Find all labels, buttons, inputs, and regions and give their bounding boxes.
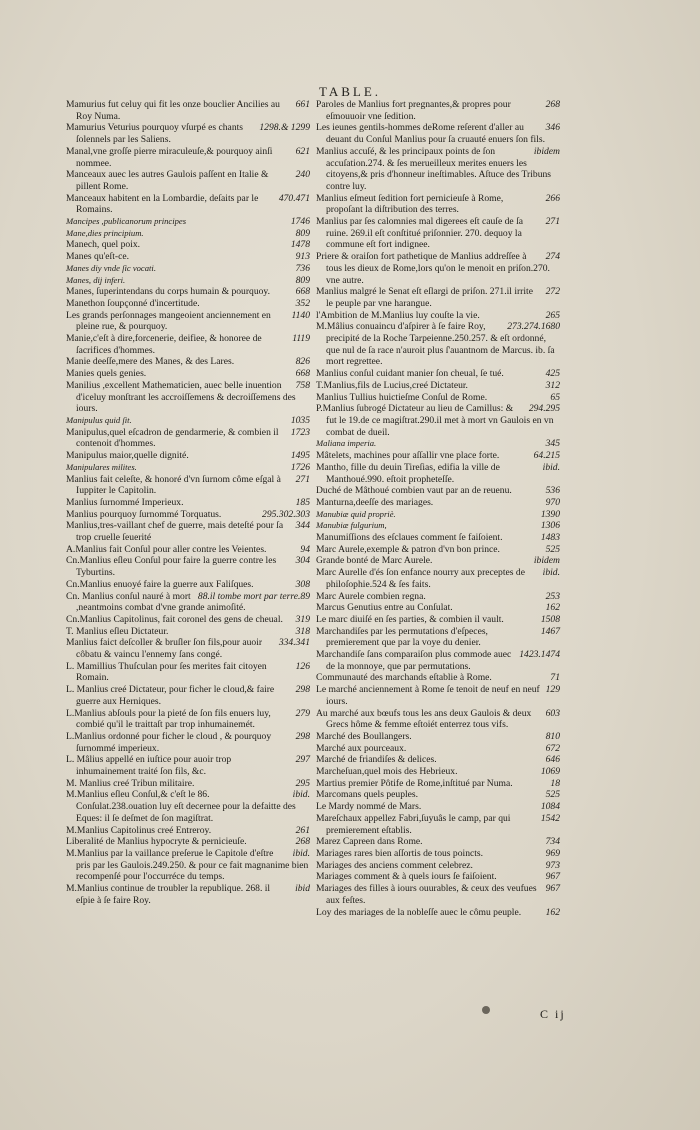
page-reference: 318: [295, 625, 310, 637]
entry-text: L.Manlius abſouls pour la pieté de ſon fils enuers luy, combié qu'il le traittaſt par trop inhumainemét.: [66, 707, 271, 731]
entry-text: Loy des mariages de la nobleſſe auec le cômu peuple.: [316, 906, 522, 918]
entry-text: Mamurius fut celuy qui fit les onze bouclier Ancilies au Roy Numa.: [66, 99, 280, 122]
page-reference: 668: [295, 286, 310, 298]
entry-text: Mariages comment & à quels iours ſe faiſoient.: [316, 871, 497, 883]
entry-text: Manes, dij inferi.: [66, 274, 126, 285]
entry-text: Manes qu'eſt-ce.: [66, 251, 129, 263]
entry-text: M.Manlius par la vaillance preſerue le Capitole d'eſtre pris par les Gaulois.249.250. & pour ce fait magnanime bien recompenſé pour l'occurréce du temps.: [66, 848, 309, 883]
index-entry: [66, 462, 310, 474]
entry-text: Manech, quel poix.: [66, 239, 141, 251]
index-entry: [316, 485, 560, 497]
index-entry: [316, 848, 560, 860]
index-entry: [66, 883, 310, 906]
page-reference: 272: [545, 286, 560, 298]
entry-text: Manlius malgré le Senat eſt eſlargi de priſon. 271.il irrite le peuple par vne harangue.: [316, 286, 533, 309]
page-reference: 345: [545, 438, 560, 450]
page-reference: ibidem: [533, 555, 560, 567]
entry-text: M.Manlius eſleu Conſul,& c'eſt le 86. Conſulat.238.ouation luy eſt decernee pour la defaitte des Eques: il ſe deſmet de ſon magiſtrat.: [66, 789, 296, 824]
page-reference: 967: [545, 871, 560, 883]
entry-text: L. Manlius creé Dictateur, pour ficher le cloud,& faire guerre aux Herniques.: [66, 684, 275, 707]
page-reference: 1035: [290, 414, 310, 426]
page-reference: 1723: [290, 426, 310, 438]
index-entry: [316, 462, 560, 485]
index-entry: [316, 871, 560, 883]
index-entry: [66, 848, 310, 883]
page-reference: 668: [295, 368, 310, 380]
page-reference: 273.274.1680: [507, 321, 560, 333]
index-column-right: [316, 99, 560, 918]
page-reference: 809: [295, 274, 310, 286]
entry-text: Marchandiſe ſans comparaiſon plus commode auec de la monnoye, que par permutations.: [316, 649, 512, 672]
page-reference: 64.215: [533, 450, 560, 462]
index-entry: [316, 778, 560, 790]
entry-text: Mariages rares bien aſſortis de tous poincts.: [316, 848, 484, 859]
signature-mark: C ij: [540, 1007, 566, 1021]
index-entry: [316, 789, 560, 801]
index-entry: [66, 836, 310, 848]
index-entry: [66, 626, 310, 638]
page-reference: 334.341: [278, 637, 310, 649]
entry-text: Manipulares milites.: [66, 461, 137, 472]
entry-text: Liberalité de Manlius hypocryte & pernicieuſe.: [66, 836, 247, 848]
entry-text: Manceaux habitent en la Lombardie, deſaits par le Romains.: [66, 192, 259, 216]
page-reference: 319: [295, 613, 310, 625]
index-entry: [316, 544, 560, 556]
page-reference: 1069: [540, 766, 560, 778]
page-reference: 344: [295, 520, 310, 532]
page-reference: 1467: [540, 625, 560, 637]
entry-text: Cn.Manlius Capitolinus, fait coronel des gens de cheual.: [66, 613, 283, 625]
page-reference: 1483: [540, 532, 560, 544]
entry-text: Marché des Boullangers.: [316, 730, 412, 742]
entry-text: Marchandiſes par les permutations d'eſpeces, premierement que par la voye du denier.: [316, 625, 488, 649]
index-entry: [66, 356, 310, 368]
page-reference: 261: [295, 824, 310, 836]
index-entry: [66, 579, 310, 591]
page-reference: 973: [545, 859, 560, 871]
index-entry: [66, 99, 310, 122]
index-column-left: [66, 99, 310, 907]
index-entry: [66, 380, 310, 415]
entry-text: Communauté des marchands eſtablie à Rome.: [316, 672, 492, 684]
entry-text: Manubiæ quid propriè.: [316, 508, 396, 519]
page-reference: 758: [295, 379, 310, 391]
index-entry: [316, 555, 560, 567]
entry-text: M. Manlius creé Tribun militaire.: [66, 777, 195, 789]
entry-text: Cn. Manlius conſul nauré à mort ,neantmoins combat d'vne grande animoſité.: [66, 590, 246, 614]
entry-text: Martius premier Pôtife de Rome,inſtitué par Numa.: [316, 777, 513, 789]
entry-text: Manethon ſoupçonné d'incertitude.: [66, 297, 200, 309]
entry-text: Duché de Mâthoué combien vaut par an de reuenu.: [316, 485, 512, 497]
entry-text: Manal,vne groſſe pierre miraculeuſe,& pourquoy ainſi nommee.: [66, 145, 273, 169]
index-entry: [316, 672, 560, 684]
entry-text: Marc Aurele,exemple & patron d'vn bon prince.: [316, 543, 500, 555]
entry-text: Marcus Genutius entre au Conſulat.: [316, 602, 453, 614]
page-reference: ibid: [295, 883, 310, 895]
page-reference: ibid.: [542, 567, 560, 579]
entry-text: Manumiſſions des eſclaues comment ſe faiſoient.: [316, 532, 503, 544]
page-reference: 970: [545, 496, 560, 508]
entry-text: L.Manlius ordonné pour ficher le cloud , & pourquoy ſurnommé imperieux.: [66, 730, 272, 754]
entry-text: L. Mamillius Thuſculan pour ſes merites fait citoyen Romain.: [66, 660, 267, 684]
page-reference: 268: [545, 99, 560, 110]
index-entry: [66, 251, 310, 263]
page-reference: 185: [295, 496, 310, 508]
page-reference: 736: [295, 262, 310, 274]
entry-text: Manes diy vnde ſic vocati.: [66, 262, 156, 273]
entry-text: Manturna,deeſſe des mariages.: [316, 496, 434, 508]
index-entry: [66, 228, 310, 240]
index-entry: [316, 122, 560, 145]
index-entry: [316, 392, 560, 404]
page-reference: 969: [545, 848, 560, 859]
page-reference: 279: [295, 707, 310, 719]
page-reference: 304: [295, 555, 310, 567]
index-entry: [316, 743, 560, 755]
page-reference: 271: [545, 216, 560, 228]
entry-text: Paroles de Manlius fort pregnantes,& propres pour eſmouuoir vne ſedition.: [316, 99, 511, 122]
page-reference: 826: [295, 356, 310, 368]
entry-text: Mâtelets, machines pour aſſallir vne place forte.: [316, 450, 500, 462]
entry-text: T. Manlius eſleu Dictateur.: [66, 625, 169, 637]
page-reference: 271: [295, 473, 310, 485]
entry-text: Le Mardy nommé de Mars.: [316, 801, 422, 813]
index-entry: [316, 883, 560, 906]
index-entry: [66, 789, 310, 824]
index-entry: [316, 813, 560, 836]
index-entry: [316, 438, 560, 450]
entry-text: Cn.Manlius enuoyé faire la guerre aux Faliſques.: [66, 578, 254, 590]
entry-text: Manlius conſul cuidant manier ſon cheual, ſe tué.: [316, 368, 504, 380]
index-entry: [66, 509, 310, 521]
page-reference: 352: [295, 297, 310, 309]
index-entry: [316, 368, 560, 380]
index-entry: [316, 310, 560, 322]
index-entry: [316, 532, 560, 544]
page-header: TABLE.: [318, 84, 382, 99]
page-reference: 470.471: [278, 192, 310, 204]
index-entry: [66, 520, 310, 543]
index-entry: [66, 286, 310, 298]
entry-text: Manlius ſurnommé Imperieux.: [66, 496, 184, 508]
entry-text: Maliana imperia.: [316, 438, 377, 449]
index-entry: [66, 427, 310, 450]
entry-text: Manes, ſuperintendans du corps humain & pourquoy.: [66, 286, 271, 298]
entry-text: Manlius Tullius huictieſme Conſul de Rome.: [316, 391, 488, 403]
page-reference: 1298.& 1299: [259, 122, 310, 134]
entry-text: Marez Capreen dans Rome.: [316, 836, 423, 848]
page-reference: 129: [545, 684, 560, 696]
index-entry: [66, 614, 310, 626]
entry-text: Mariages des anciens comment celebrez.: [316, 859, 473, 871]
index-entry: [66, 708, 310, 731]
entry-text: Manlius,tres-vaillant chef de guerre, mais deteſté pour ſa trop cruelle ſeuerité: [66, 520, 284, 544]
page-reference: ibid.: [292, 789, 310, 801]
entry-text: Le marc diuiſé en ſes parties, & combien il vault.: [316, 613, 504, 625]
entry-text: Marché aux pourceaux.: [316, 742, 407, 754]
index-entry: [316, 146, 560, 193]
page-reference: 603: [545, 707, 560, 719]
page-reference: 1746: [290, 216, 310, 228]
page-reference: 126: [295, 660, 310, 672]
index-entry: [66, 275, 310, 287]
entry-text: Manlius eſmeut ſedition fort pernicieuſe à Rome, propoſant la diſtribution des terres.: [316, 192, 504, 216]
index-entry: [316, 99, 560, 122]
entry-text: Manlius accuſé, & les principaux points de ſon accuſation.274. & ſes merueilleux merites enuers les citoyens,& pris d'honneur ineſtimables. Aſtuce des Tribuns contre luy.: [316, 145, 552, 192]
index-entry: [316, 380, 560, 392]
index-entry: [316, 860, 560, 872]
entry-text: Le marché anciennement à Rome ſe tenoit de neuf en neuf iours.: [316, 684, 540, 707]
entry-text: Manie,c'eſt à dire,forcenerie, deifiee, & honoree de ſacrifices d'hommes.: [66, 333, 262, 356]
entry-text: P.Manlius ſubrogé Dictateur au lieu de Camillus: & fut le 19.de ce magiſtrat.290.il met à mort vn Gaulois en vn combat de dueil.: [316, 403, 554, 438]
page-reference: 268: [295, 836, 310, 848]
page-reference: 525: [545, 543, 560, 555]
index-entry: [316, 614, 560, 626]
index-entry: [66, 415, 310, 427]
page-reference: 1508: [540, 613, 560, 625]
entry-text: Manipulus maior,quelle dignité.: [66, 450, 189, 462]
index-entry: [316, 626, 560, 649]
index-entry: [66, 310, 310, 333]
index-entry: [66, 661, 310, 684]
index-entry: [66, 778, 310, 790]
index-entry: [66, 544, 310, 556]
page-reference: 94: [300, 543, 310, 555]
index-entry: [66, 193, 310, 216]
index-entry: [66, 298, 310, 310]
index-entry: [316, 497, 560, 509]
page-reference: 913: [295, 251, 310, 263]
index-entry: [316, 567, 560, 590]
page-reference: 298: [295, 730, 310, 742]
entry-text: Mareſchaux appellez Fabri,ſuyuâs le camp, par qui premierement eſtablis.: [316, 812, 511, 836]
page-reference: 525: [545, 789, 560, 801]
index-entry: [66, 825, 310, 837]
page-reference: 274: [545, 251, 560, 263]
page-reference: 425: [545, 368, 560, 380]
index-entry: [66, 146, 310, 169]
entry-text: Manipulus quid ſit.: [66, 414, 132, 425]
index-entry: [316, 766, 560, 778]
page-reference: 297: [295, 754, 310, 766]
index-entry: [66, 216, 310, 228]
entry-text: Cn.Manlius eſleu Conſul pour faire la guerre contre les Tyburtins.: [66, 555, 277, 579]
page-reference: 240: [295, 169, 310, 181]
page-reference: ibid.: [542, 461, 560, 473]
index-entry: [66, 684, 310, 707]
index-entry: [66, 239, 310, 251]
page-reference: 621: [295, 145, 310, 157]
index-entry: [316, 907, 560, 919]
index-entry: [66, 591, 310, 614]
page-reference: ibidem: [533, 145, 560, 157]
page-reference: 18: [550, 777, 560, 789]
entry-text: T.Manlius,fils de Lucius,creé Dictateur.: [316, 379, 468, 391]
page-reference: 1390: [540, 508, 560, 520]
entry-text: Grande bonté de Marc Aurele.: [316, 555, 433, 567]
page-reference: 295: [295, 777, 310, 789]
index-entry: [316, 708, 560, 731]
page-reference: 672: [545, 742, 560, 754]
page-reference: 1119: [292, 333, 310, 345]
index-entry: [66, 754, 310, 777]
page-reference: 646: [545, 754, 560, 766]
entry-text: Marcomans quels peuples.: [316, 789, 419, 801]
entry-text: Mane,dies principium.: [66, 227, 144, 238]
index-entry: [66, 122, 310, 145]
entry-text: Mamurius Veturius pourquoy vſurpé es chants ſolennels par les Saliens.: [66, 122, 244, 146]
page-reference: 265: [545, 309, 560, 321]
entry-text: Manipulus,quel eſcadron de gendarmerie, & combien il contenoit d'hommes.: [66, 426, 279, 450]
page-reference: 65: [550, 391, 560, 403]
entry-text: Les grands perſonnages mangeoient anciennement en pleine rue, & pourquoy.: [66, 309, 271, 333]
page-reference: 162: [545, 906, 560, 918]
entry-text: A.Manlius fait Conſul pour aller contre les Veientes.: [66, 543, 267, 555]
page-reference: 298: [295, 684, 310, 696]
page-reference: 1726: [290, 461, 310, 473]
index-entry: [316, 591, 560, 603]
page-reference: 1542: [540, 812, 560, 824]
page-reference: 71: [550, 672, 560, 684]
page-reference: 312: [545, 379, 560, 391]
index-entry: [316, 321, 560, 368]
entry-text: Manilius ,excellent Mathematicien, auec belle inuention d'iceluy monſtrant les accroiſſemens & decroiſſemens des iours.: [66, 379, 296, 415]
page-reference: 1084: [540, 801, 560, 813]
entry-text: M.Manlius Capitolinus creé Entreroy.: [66, 824, 212, 836]
entry-text: Manlius faict deſcoller & bruſler ſon fils,pour auoir côbatu & vaincu l'ennemy ſans congé.: [66, 637, 263, 661]
index-entry: [316, 251, 560, 286]
entry-text: Marc Aurele combien regna.: [316, 590, 426, 602]
page-reference: 810: [545, 730, 560, 742]
entry-text: Manceaux auec les autres Gaulois paſſent en Italie & pillent Rome.: [66, 169, 269, 192]
index-entry: [316, 731, 560, 743]
index-entry: [66, 450, 310, 462]
index-entry: [316, 286, 560, 309]
index-entry: [316, 836, 560, 848]
page-reference: ibid.: [292, 848, 310, 859]
index-entry: [66, 368, 310, 380]
entry-text: Mantho, fille du deuin Tireſias, edifia la ville de Manthoué.990. eſtoit propheteſſe.: [316, 461, 500, 485]
index-entry: [316, 801, 560, 813]
entry-text: Manlius pourquoy ſurnommé Torquatus.: [66, 508, 222, 520]
entry-text: Manlius par ſes calomnies mal digerees eſt cauſe de ſa ruine. 269.il eſt conſtitué priſonnier. 270. dequoy la commune eſt fort indignee.: [316, 216, 523, 251]
entry-text: Les ieunes gentils-hommes deRome reſerent d'aller au deuant du Conſul Manlius pour ſa cruauté enuers ſon fils.: [316, 122, 546, 146]
page-reference: 266: [545, 192, 560, 204]
page-reference: 536: [545, 485, 560, 497]
page-reference: 294.295: [528, 403, 560, 415]
entry-text: Marcheſuan,quel mois des Hebrieux.: [316, 766, 458, 778]
entry-text: Priere & oraiſon fort pathetique de Manlius addreſſee à tous les dieux de Rome,lors qu'on le menoit en priſon.270. vne autre.: [316, 251, 550, 286]
index-entry: [66, 555, 310, 578]
page-reference: 346: [545, 122, 560, 134]
entry-text: Manies quels genies.: [66, 368, 147, 380]
entry-text: Marc Aurelle d'és ſon enfance nourry aux preceptes de philoſophie.524 & ſes faits.: [316, 567, 525, 590]
index-entry: [66, 474, 310, 497]
entry-text: l'Ambition de M.Manlius luy couſte la vie.: [316, 309, 480, 321]
entry-text: Manlius fait celeſte, & honoré d'vn ſurnom côme eſgal à Iuppiter le Capitolin.: [66, 473, 281, 497]
entry-text: M.Manlius continue de troubler la republique. 268. il eſpie à ſe faire Roy.: [66, 883, 271, 906]
page-reference: 967: [545, 883, 560, 895]
page-reference: 1495: [290, 450, 310, 462]
entry-text: M.Mâlius conuaincu d'aſpirer à ſe faire Roy, precipité de la Roche Tarpeienne.250.257. & eſt ordonné, que nul de ſa race n'auroit plus ſ'auantnom de Marcus. ib. ſa mort regrettee.: [316, 321, 555, 368]
page-reference: 1423.1474: [519, 649, 560, 661]
index-entry: [66, 731, 310, 754]
index-entry: [66, 169, 310, 192]
index-entry: [66, 333, 310, 356]
entry-text: Manie deeſſe,mere des Manes, & des Lares.: [66, 356, 235, 368]
entry-text: L. Mâlius appellé en iuſtice pour auoir trop inhumainement traité ſon fils, &c.: [66, 754, 232, 778]
entry-text: Manubiæ fulgurium,: [316, 520, 387, 531]
entry-text: Marché de friandiſes & delices.: [316, 754, 437, 766]
index-entry: [316, 684, 560, 707]
index-entry: [316, 520, 560, 532]
entry-text: Mariages des filles à iours ouurables, & ceux des veufues aux feſtes.: [316, 883, 537, 906]
page-reference: 1140: [291, 309, 310, 321]
index-entry: [316, 403, 560, 438]
index-entry: [316, 509, 560, 521]
entry-text: Au marché aux bœufs tous les ans deux Gaulois & deux Grecs hôme & femme eſtoiét enterrez tous vifs.: [316, 707, 532, 731]
index-entry: [316, 754, 560, 766]
index-entry: [316, 193, 560, 216]
index-entry: [66, 637, 310, 660]
page-reference: 308: [295, 578, 310, 590]
page-reference: 162: [545, 602, 560, 614]
index-entry: [316, 602, 560, 614]
page-reference: 1478: [290, 239, 310, 251]
ornament-dot: [482, 1006, 490, 1014]
index-entry: [66, 497, 310, 509]
index-entry: [316, 450, 560, 462]
page-reference: 809: [295, 227, 310, 239]
page-reference: 253: [545, 590, 560, 602]
page-reference: 295.302.303: [262, 508, 310, 520]
page-reference: 1306: [540, 520, 560, 532]
page-reference: 88.il tombe mort par terre.89: [197, 590, 310, 602]
index-entry: [316, 216, 560, 251]
entry-text: Mancipes ,publicanorum principes: [66, 216, 187, 227]
index-entry: [66, 263, 310, 275]
page-reference: 661: [295, 99, 310, 110]
index-entry: [316, 649, 560, 672]
page-reference: 734: [545, 836, 560, 848]
